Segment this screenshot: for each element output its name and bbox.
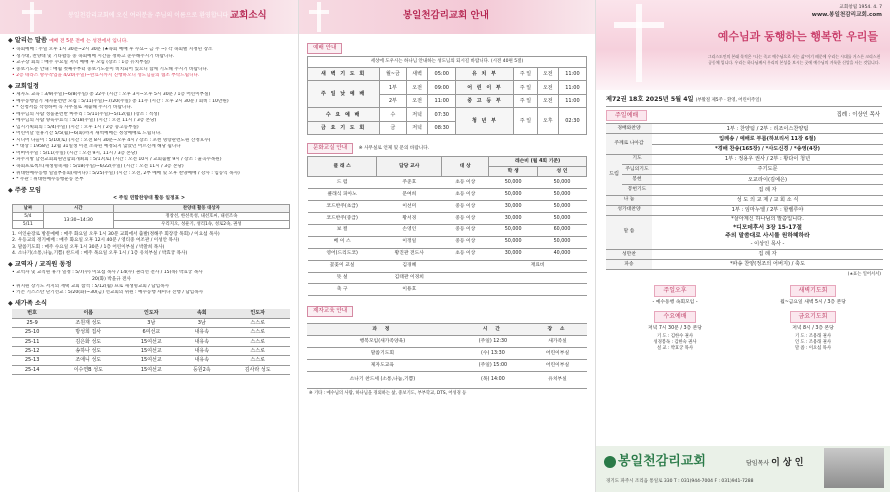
worship-time-table: 세상에 도우시는 하나님 안내하는 성도님의 되시길 바랍니다. (시전 40편 5절) 새 벽 기 도 회 월~금 새벽 05:00 유 치 부 주 일 오전 11:00 주 일 낮 예 배 1부 오전 09:00 어 린 이 부 주 일 오전 11:00 2부 오전 11:00 중 고 등 부 주 일 오전 11:00 수 요 예 배 수 저녁 07:30 청 년 부 주 일 오후 02:30 금 요 기 도 회 금 저녁 08:30 bbox=[307, 56, 587, 136]
sermon-preacher: - 이상인 목사 - bbox=[750, 241, 785, 248]
table-row: 경배와찬양 1부 : 찬양팀 / 2부 : 리조이스찬양팀 bbox=[606, 124, 883, 134]
table-row: 말씀기도회 (수) 13:30 어린이부실 bbox=[307, 348, 587, 360]
church-name: 봉일천감리교회 bbox=[618, 454, 706, 469]
welcome-slogan: 봉일천감리교회에 오신 여러분을 주님의 이름으로 환영합니다 bbox=[68, 12, 229, 19]
table-row: 수 요 예 배 수 저녁 07:30 청 년 부 주 일 오후 02:30 bbox=[308, 108, 587, 122]
table-row: 새 벽 기 도 회 월~금 새벽 05:00 유 치 부 주 일 오전 11:00 bbox=[308, 67, 587, 81]
table-row: 클래식 피아노 문여희 초등 이상 50,000 50,000 bbox=[308, 189, 587, 201]
news-banner bbox=[0, 0, 298, 34]
meeting-list: 1. 이인순장로 방문예배 : 매주 화요일 오후 1시 30분 교회에서 출발(정해주 회장장 목회) / 이요섭 목사) 2. 우등교의 정기예배 : 매주 화요일 오후 12시 40분 / 영티중 여조관 / 이성안 목사) 3. 말씀기도회 : 매주 수요일 오후 1시 30분 / 1층 어린이부실 / 박찰희 목사) 4. 소나기(소통,나눔,기쁨) 찬드세 : 매주 목요일 오후 1시 / 1층 유치부실 / 박효궁 목사) bbox=[12, 231, 220, 257]
church-logo-icon bbox=[604, 456, 616, 468]
culture-class-table: 클 래 스 담당 교사 대 상 레슨비 (월 4회 기준) 학 생 성 인 드 럼 주준호 초등 이상 50,000 50,000 클래식 피아노 문여희 초등 이상 50,000 50,000 코드반주(초급) 이선미 중등 이상 30,000 50,000 코드반주(중급) 황서경 중등 이상 30,000 50,000 보 컬 손영인 중등 이상 50,000 60,000 베 이 스 이정일 중등 이상 50,000 50,000 영어(드리도코) 황진관 전도사 초등 이상 30,000 40,000 꽃꽂이 교실 김경혜 재료비 뜻 설 김태관 이경희 축 구 이용호 bbox=[307, 156, 587, 296]
table-row: 주께로 나아감 입례송 / 예배로 부름(하브리서 11장 6절) bbox=[606, 134, 883, 144]
table-row: 베 이 스 이정일 중등 이상 50,000 50,000 bbox=[308, 236, 587, 248]
table-row: 드 럼 주준호 초등 이상 50,000 50,000 bbox=[308, 177, 587, 189]
church-building-image bbox=[824, 448, 884, 488]
table-row: 나 눔 성 도 의 교 제 / 교 회 소 식 bbox=[606, 195, 883, 205]
guide-title: 봉일천감리교회 안내 bbox=[403, 10, 489, 21]
friday-prayer-pill: 금요기도회 bbox=[790, 311, 837, 323]
table-row: 파송 *파송 찬양(정조의 어버지) / 축도 bbox=[606, 260, 883, 270]
wednesday-roles: 기 도 : 김한수 권사 성경봉독 : 김한숙 권사 설 교 : 박효궁 목사 bbox=[653, 333, 697, 351]
church-footer bbox=[596, 446, 890, 492]
schedule-heading: ◆ 교회일정 bbox=[8, 83, 298, 91]
table-row: 축 구 이용호 bbox=[308, 284, 587, 296]
table-row: 소나기 찬드세 (소통,나눔,기쁨) (목) 14:00 유치부실 bbox=[307, 372, 587, 389]
table-row: 금 요 기 도 회 금 저녁 08:30 bbox=[308, 121, 587, 135]
table-row: 드림 기도 1부 : 정용우 권사 / 2부 : 황다이 청년 bbox=[606, 154, 883, 164]
table-row: 주님의기도 주기도문 bbox=[606, 165, 883, 175]
dawn-prayer-pill: 새벽기도회 bbox=[790, 285, 837, 297]
schedule-list: • 제자도 교육 : 3/9(주일)~6/8(주일) 총 22주 (시간 : 오후 3시~오후 5시 30분 / 1층 어린이부실) • 예수동행일기 제자훈련반 모집 : 5/11(주일)~7/20(주일) 총 11주 (시간 : 오후 2시 30분 / 회비 : 10만원) • * 신청서를 작성하여 꼭 사무실로 제출해 주시기 바랍니다. • 에수님의 사람 성품훈련반 마무리 : 5/11(주일)~5/12(월) (장소 : 적성) • 에수님의 사람 양육수료식 : 5/18(주일) (시간 : 오전 11시 / 3층 본당) • 임시기획회의 : 5/4(주일) (시간 : 오후 1시 / 2층 중고등부실) • 어린이날 연휴기간 5/5(월)~6(화)까지 새벽예배는 정상예배로 드립니다. • 시니어 나들이 : 5/10(토) (시간 : 오전 8시 30분~오후 4시 / 장소 : 포천 명랑관련도원 산정호수) • * 대상 : 1958년 12월 31일생 이전 소속된 예정되지 않았던 어르신께 해당 됩니다 • 어버이주일 : 5/11(주일) (시간 : 오전 9시, 11시 / 3층 본당) • 파주지방 남선교회회원연합회개최회 : 5/17(토) (시간 : 오전 10시 / 교회출발 9시 / 장소 : 율곡수목원) • 속회프로젝트(새생명축제) : 5/18(주일)~6/22(주일) (시간 : 오전 11시 / 3층 본당) • 위대한예수동행 일일부흥회(세미나) : 5/25(주일) (시간 : 오전, 2부 예배 및 오후 찬양예배 / 강사 : 임동익 목사) • * 주관 : 위대한예수동행운동 본부 bbox=[12, 92, 292, 183]
sunday-afternoon-pill: 주일오후 bbox=[654, 285, 695, 297]
table-row: 봉헌기도 집 례 자 bbox=[606, 185, 883, 195]
table-row: 성가대찬양 1부 : 임마누엘 / 2부 : 할렐루야 bbox=[606, 205, 883, 215]
table-row: 뜻 설 김태관 이경희 bbox=[308, 272, 587, 284]
announcement-heading: ◆ 알리는 말씀 예배 전 5분 전에 는 성전에서 입니다. bbox=[8, 37, 298, 45]
table-row: 봉헌 오교라이(김예은) bbox=[606, 175, 883, 185]
discipleship-label: 제자교육 안내 bbox=[307, 306, 353, 317]
established-date: 교회창립 1954. 4. 7 bbox=[839, 5, 882, 10]
table-row: 2부 오전 11:00 중 고 등 부 주 일 오전 11:00 bbox=[308, 94, 587, 108]
table-row: 보 컬 손영인 중등 이상 50,000 60,000 bbox=[308, 225, 587, 237]
wednesday-worship-pill: 수요예배 bbox=[654, 311, 695, 323]
table-row: 행복모임(새가족양육) (주일) 12:30 새가족실 bbox=[307, 336, 587, 348]
church-theme: 예수님과 동행하는 행복한 우리들 bbox=[717, 30, 878, 43]
weekly-meetings-heading: ◆ 주중 모임 bbox=[8, 187, 298, 195]
table-row: (∗표는 일어서서) bbox=[847, 272, 881, 278]
table-row: 주 일 낮 예 배 1부 오전 09:00 어 린 이 부 주 일 오전 11:00 bbox=[308, 81, 587, 95]
table-row: 25-12 송하나 성도 15여선교 내유속 스스로 bbox=[12, 346, 290, 355]
announcement-list: • 속회예배 : 주일 오후 1시 30분~2시 30분 (★속회 예배 후 수요~ 금 주 ~) 각 속회별 지정된 장소 • 성가대, 찬양대 및 기타활동 중 속회예배 시간을 정하고 준수해주시기 바랍니다. • 교구장 회의 : 매주 수요일 저녁 예배 후 모임 (장소 : 1층 유치부실) • 중보기도문 안내 : 매월 첫째주부터 중보기도문이 비치되어 있으니 함께 기도해 주시기 바랍니다. • 2층 테라스 방수작업을 4/20(주일)~완료시까지 진행하오니 성도님들의 협조 부탁드립니다. bbox=[12, 47, 292, 80]
table-row: 꽃꽂이 교실 김경혜 재료비 bbox=[308, 260, 587, 272]
new-family-table: 번호 이름 인도자 속회 인도자 25-9 조원재 성도 3남 3남 스스로 25-10 방성희 집사 6여선교 내유속 스스로 25-11 김은화 성도 15여선교 내유속 스스로 25-12 송하나 성도 15여선교 내유속 스스로 25-13 조애니 성도 15여선교 내유속 스스로 25-14 이수연B 성도 15여선교 등원2속 김사라 성도 bbox=[12, 309, 290, 375]
culture-class-label: 문화교실 안내 bbox=[307, 143, 353, 154]
table-row: *경배 찬송(165장) / *사도신경 / *송영(4장) bbox=[606, 144, 883, 154]
news-title: 교회소식 bbox=[230, 10, 267, 21]
choir-schedule-table: 날짜 시간 찬양대 활동 대상자 5/4 13:30~14:30 정창선, 한선옥성, 내선호씨, 내선조속 5/11 우리지오, 성운기, 성리1속, 성로2속, 권성 bbox=[12, 204, 290, 228]
guide-panel bbox=[298, 0, 595, 492]
table-row: 25-13 조애니 성도 15여선교 내유속 스스로 bbox=[12, 356, 290, 365]
culture-class-note: ※ 사무실로 언제 및 문의 바랍니다. bbox=[358, 146, 430, 152]
bulletin-cover-panel bbox=[595, 0, 890, 492]
sermon-title: 주의 말씀대로 사시를 원하혜하라 bbox=[725, 233, 810, 240]
cover-hero bbox=[596, 0, 890, 90]
table-row: 성만찬 집 례 자 bbox=[606, 249, 883, 259]
sunday-worship-pill: 주일예배 bbox=[606, 110, 647, 122]
table-row: 25-10 방성희 집사 6여선교 내유속 스스로 bbox=[12, 328, 290, 337]
table-row: 말 씀 *살아계신 하나님의 말씀입니다. *디모데후서 3장 15-17절 주의 말씀대로 사시를 원하혜하라 - 이상인 목사 - bbox=[606, 215, 883, 249]
table-row: 코드반주(중급) 황서경 중등 이상 30,000 50,000 bbox=[308, 213, 587, 225]
order-of-worship bbox=[606, 123, 883, 280]
worship-guide-label: 예배 안내 bbox=[307, 43, 342, 54]
table-row: 영어(드리도코) 황진관 전도사 초등 이상 30,000 40,000 bbox=[308, 248, 587, 260]
news-panel bbox=[0, 0, 298, 492]
staff-list: • 교역자 및 교직원 휴가 일정 : 5/7(수) 이요섭 목사 / 14(수) 권리선 전사 / 15(목) 박효궁 목사 20(화) 박을규 전사 • 위지원 장기도 서지의 재택 교회 참석 : 5/12(월) 프로 새생명교회 / 담임목사 • 키존 기스스탄 단기선교 : 5/20(화)~30(금) 선교회의 위원 : 예수동행 세미나 진행 / 담임목사 bbox=[12, 270, 292, 296]
staff-heading: ◆ 교역자 / 교직원 동정 bbox=[8, 261, 298, 269]
issue-line: 제72권 18호 2025년 5월 4일 (부활절 제5주 · 환영, 어린이주일) bbox=[606, 96, 882, 107]
table-row: 코드반주(초급) 이선미 중등 이상 30,000 50,000 bbox=[308, 201, 587, 213]
senior-pastor: 담임목사 이 상 인 bbox=[746, 458, 804, 468]
discipleship-table: 과 정 시 간 장 소 행복모임(새가족양육) (주일) 12:30 새가족실 말씀기도회 (수) 13:30 어린이부실 제자도교육 (주일) 15:00 어린이부실 소나기 찬드세 (소통,나눔,기쁨) (목) 14:00 유치부실 bbox=[307, 323, 587, 389]
friday-roles: 기 도 : 조용래 권사 인 도 : 조용래 권사 말 씀 : 이요섭 목사 bbox=[795, 333, 831, 351]
sermon-scripture: *디모데후서 3장 15-17절 bbox=[733, 224, 802, 231]
table-row: 25-14 이수연B 성도 15여선교 등원2속 김사라 성도 bbox=[12, 365, 290, 374]
new-family-heading: ◆ 새가족 소식 bbox=[8, 300, 298, 308]
table-row: 25-11 김은화 성도 15여선교 내유속 스스로 bbox=[12, 337, 290, 346]
guide-banner bbox=[299, 0, 595, 34]
discipleship-footnote: ※ 기타 : 예수님의 사람, 하나님을 경외하는 삶, 중보기도, 부부학교, DTS, 어성경 등 bbox=[309, 391, 467, 397]
worship-leader: 집례 : 이상인 목사 bbox=[836, 112, 880, 119]
service-grid: 주일오후 - 예수동행 속회모임 - 수요예배 저녁 7시 30분 / 3층 본당 기 도 : 김한수 권사 성경봉독 : 김한숙 권사 설 교 : 박효궁 목사 새벽기도회 월~금요일 새벽 5시 / 3층 본당 금요기도회 저녁 8시 / 3층 본당 기 도 : 조용래 권사 인 도 : 조용래 권사 말 씀 : 이요섭 목사 bbox=[606, 285, 882, 352]
theme-verse: 그리스도인의 본래 목적은 "나는 죽고 예수님으로 사는 삶"이기 때문에 우리는 시대를 거스른 크리스천 공동체 입니다. 우리는 하나님께서 우리의 본성을 보시는 곳에 예수님의 겨룩한 신앙을 사는 것입니다. bbox=[707, 54, 881, 65]
church-address: 경기도 파주시 조리읍 통일로 330 T : 031)944-7004 F : 031)941-7288 bbox=[606, 479, 754, 484]
sermon-intro: *살아계신 하나님의 말씀입니다. bbox=[731, 215, 804, 222]
choir-schedule-caption: < 주일 연합찬양대 활동 일정표 > bbox=[113, 196, 185, 202]
church-url: www.봉일천감리교회.com bbox=[811, 12, 882, 18]
table-row: 25-9 조원재 성도 3남 3남 스스로 bbox=[12, 318, 290, 327]
table-row: 제자도교육 (주일) 15:00 어린이부실 bbox=[307, 360, 587, 372]
